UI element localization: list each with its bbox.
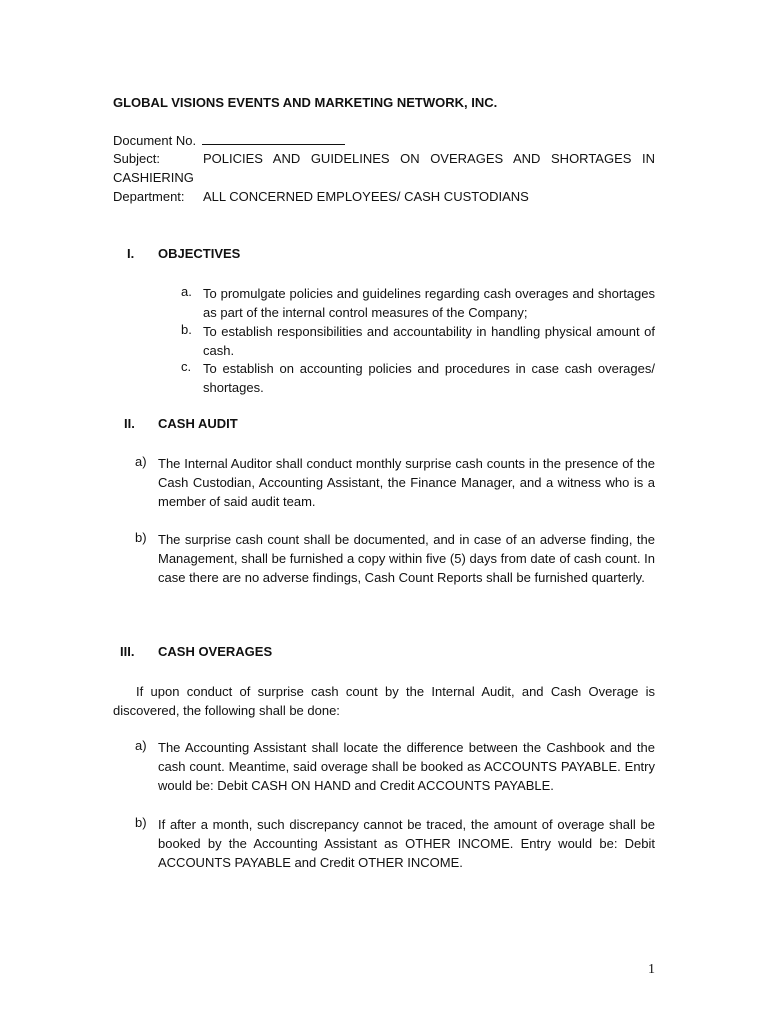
list-marker: b) <box>135 815 147 830</box>
department-label: Department: <box>113 189 185 204</box>
section-title: CASH AUDIT <box>158 416 238 431</box>
section-number: II. <box>124 416 135 431</box>
section-title: OBJECTIVES <box>158 246 241 261</box>
list-marker: b. <box>181 322 192 337</box>
subject-value-continued: CASHIERING <box>113 170 194 185</box>
list-marker: a) <box>135 738 147 753</box>
list-item: To establish responsibilities and accountability in handling physical amount of cash. <box>203 324 655 358</box>
subject-value: POLICIES AND GUIDELINES ON OVERAGES AND SHORTAGES IN <box>203 151 655 166</box>
list-item: The Accounting Assistant shall locate the difference between the Cashbook and the cash count. Meantime, said overage shall be booked as ACCOUNTS PAYABLE. Entry would be: Debit CASH ON HAND and Credit ACCOUNTS PAYABLE. <box>158 740 655 793</box>
document-number-label: Document No. <box>113 133 197 148</box>
list-item: To promulgate policies and guidelines regarding cash overages and shortages as part of the internal control measures of the Company; <box>203 286 655 320</box>
list-item: If after a month, such discrepancy cannot be traced, the amount of overage shall be booked by the Accounting Assistant as OTHER INCOME. Entry would be: Debit ACCOUNTS PAYABLE and Credit OTHER INCOME. <box>158 817 655 870</box>
section-intro: If upon conduct of surprise cash count by the Internal Audit, and Cash Overage is discovered, the following shall be done: <box>113 684 655 718</box>
department-row <box>113 189 529 204</box>
list-item: The surprise cash count shall be documented, and in case of an adverse finding, the Management, shall be furnished a copy within five (5) days from date of cash count. In case there are no adverse findings, Cash Count Reports shall be furnished quarterly. <box>158 532 655 585</box>
company-title: GLOBAL VISIONS EVENTS AND MARKETING NETWORK, INC. <box>113 95 498 110</box>
subject-row <box>113 151 655 166</box>
subject-label: Subject: <box>113 151 160 166</box>
section-number: I. <box>127 246 135 261</box>
list-marker: a) <box>135 454 147 469</box>
list-marker: b) <box>135 530 147 545</box>
document-number-blank <box>202 132 345 145</box>
section-title: CASH OVERAGES <box>158 644 273 659</box>
department-value: ALL CONCERNED EMPLOYEES/ CASH CUSTODIANS <box>203 189 529 204</box>
list-item: The Internal Auditor shall conduct monthly surprise cash counts in the presence of the Cash Custodian, Accounting Assistant, the Finance Manager, and a witness who is a member of said audit team. <box>158 456 655 509</box>
list-marker: c. <box>181 359 192 374</box>
list-marker: a. <box>181 284 192 299</box>
page-number: 1 <box>648 962 655 977</box>
document-number-row <box>113 132 345 148</box>
section-number: III. <box>120 644 135 659</box>
list-item: To establish on accounting policies and procedures in case cash overages/ shortages. <box>203 361 655 395</box>
